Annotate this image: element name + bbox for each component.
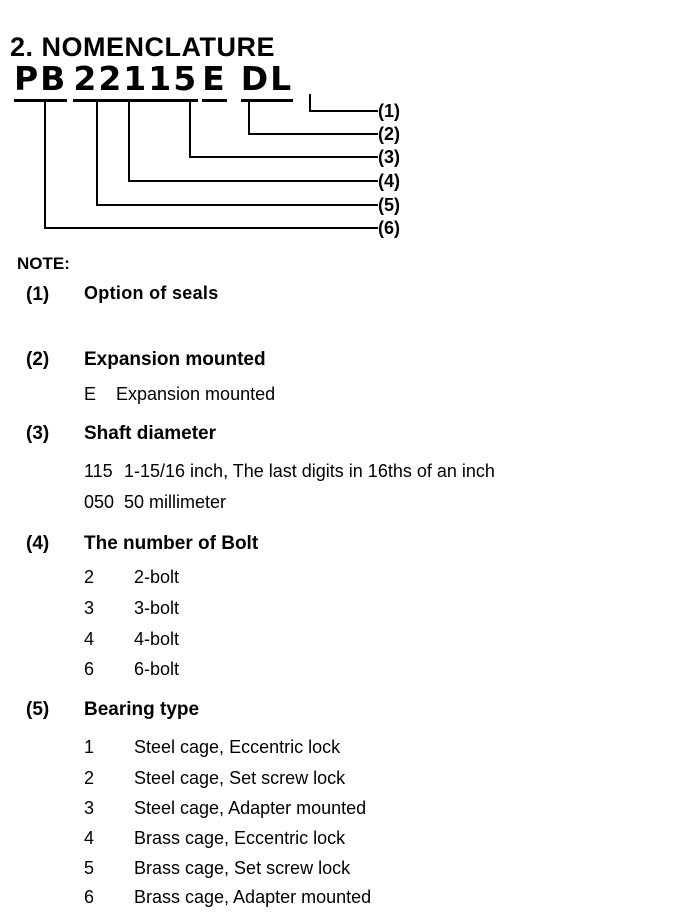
section-heading: Expansion mounted (84, 349, 266, 370)
option-code: 5 (84, 858, 95, 878)
code-prefix: PB (14, 59, 67, 102)
leader-marker-1: (1) (378, 101, 400, 121)
code-expansion: E (202, 59, 227, 102)
option-description: Steel cage, Eccentric lock (134, 737, 341, 757)
code-seal-option: DL (241, 59, 293, 102)
option-code: E (84, 384, 97, 404)
leader-line-3 (190, 100, 378, 157)
leader-line-6 (45, 100, 378, 228)
section-number: (3) (26, 423, 50, 444)
leader-marker-3: (3) (378, 147, 400, 167)
section-heading: Bearing type (84, 699, 200, 720)
option-code: 2 (84, 567, 95, 587)
code-shaft-diameter: 115 (123, 59, 198, 102)
option-description: 1-15/16 inch, The last digits in 16ths of an inch (124, 461, 495, 481)
leader-marker-5: (5) (378, 195, 400, 215)
option-description: 6-bolt (134, 659, 180, 679)
option-code: 6 (84, 659, 95, 679)
option-code: 4 (84, 828, 95, 848)
section-number: (4) (26, 533, 50, 554)
leader-marker-2: (2) (378, 124, 400, 144)
option-description: Brass cage, Eccentric lock (134, 828, 346, 848)
option-code: 6 (84, 887, 95, 907)
option-description: 2-bolt (134, 567, 180, 587)
note-label: NOTE: (17, 254, 70, 273)
leader-lines (0, 0, 700, 240)
option-description: Brass cage, Set screw lock (134, 858, 351, 878)
option-description: 3-bolt (134, 598, 180, 618)
leader-line-4 (129, 100, 378, 181)
option-description: Steel cage, Set screw lock (134, 768, 346, 788)
section-heading: Shaft diameter (84, 423, 216, 444)
code-bolt-number: 2 (98, 59, 123, 102)
option-description: Brass cage, Adapter mounted (134, 887, 372, 907)
section-number: (2) (26, 349, 50, 370)
option-description: Expansion mounted (116, 384, 276, 404)
section-heading: Option of seals (84, 283, 219, 303)
option-code: 3 (84, 798, 95, 818)
option-description: 50 millimeter (124, 492, 227, 512)
leader-line-2 (249, 100, 378, 134)
section-number: (5) (26, 699, 50, 720)
section-heading: The number of Bolt (84, 533, 259, 554)
leader-line-1 (310, 94, 378, 111)
option-code: 050 (84, 492, 115, 512)
option-code: 3 (84, 598, 95, 618)
option-description: Steel cage, Adapter mounted (134, 798, 367, 818)
code-bearing-type: 2 (73, 59, 98, 102)
page-title: 2. NOMENCLATURE (10, 32, 276, 62)
leader-line-5 (97, 100, 378, 205)
option-description: 4-bolt (134, 629, 180, 649)
section-number: (1) (26, 284, 50, 305)
option-code: 4 (84, 629, 95, 649)
option-code: 1 (84, 737, 95, 757)
leader-marker-6: (6) (378, 218, 400, 238)
option-code: 2 (84, 768, 95, 788)
option-code: 115 (84, 461, 113, 481)
leader-marker-4: (4) (378, 171, 400, 191)
